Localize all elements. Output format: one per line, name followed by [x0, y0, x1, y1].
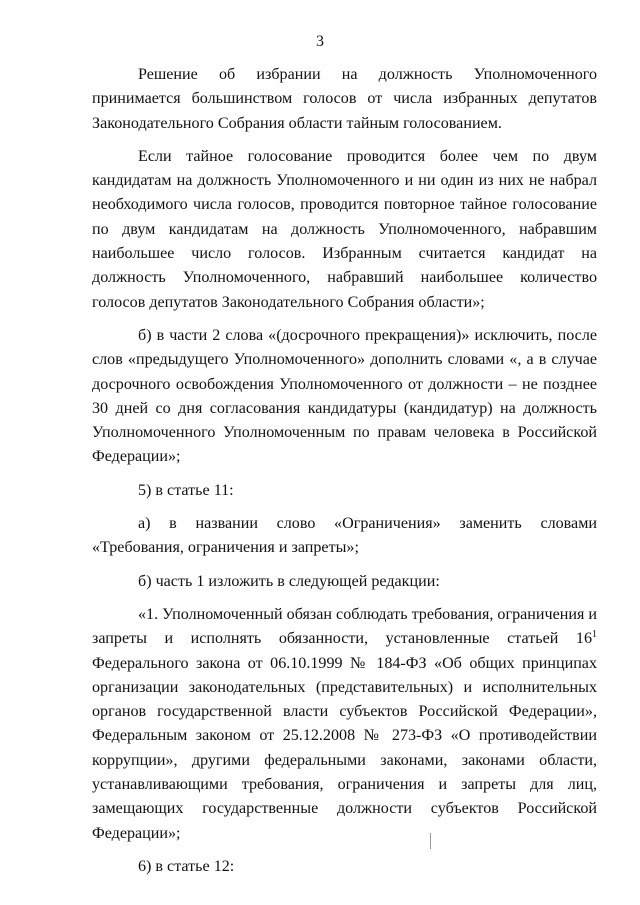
obligations-text-start: «1. Уполномоченный обязан соблюдать требования, ограничения и запреты и исполнять обязанности, установленные статьей 16: [92, 605, 598, 648]
paragraph-part-1-new-wording: б) часть 1 изложить в следующей редакции:: [138, 572, 440, 590]
paragraph-election-decision: Решение об избрании на должность Уполномоченного принимается большинством голосов от числа избранных депутатов Законодательного Собрания области тайным голосованием.: [92, 66, 597, 132]
paragraph-article-11: 5) в статье 11:: [138, 481, 234, 499]
superscript-marker: 1: [592, 629, 597, 641]
paragraph-title-amendment: а) в названии слово «Ограничения» заменить словами «Требования, ограничения и запреты»;: [92, 515, 597, 557]
obligations-text-end: Федерального закона от 06.10.1999 № 184-ФЗ «Об общих принципах организации законодательных (представительных) и исполнительных органов государственной власти субъектов Российской Федерации», Федеральным законом от 25.12.2008 № 273-ФЗ «О противодействии коррупции», другими федеральными законами, законами области, устанавливающими требования, ограничения и запреты для лиц, замещающих государственные должности субъектов Российской Федерации»;: [92, 654, 597, 842]
document-body: [92, 63, 597, 888]
paragraph-part-2-amendment: б) в части 2 слова «(досрочного прекращения)» исключить, после слов «предыдущего Уполномоченного» дополнить словами «, а в случае досрочного освобождения Уполномоченного от должности – не позднее 30 дней со дня согласования кандидатуры (кандидатур) на должность Уполномоченного Уполномоченным по правам человека в Российской Федерации»;: [92, 326, 597, 466]
paragraph-secret-ballot: Если тайное голосование проводится более чем по двум кандидатам на должность Уполномоченного и ни один из них не набрал необходимого числа голосов, проводится повторное тайное голосование по двум кандидатам на должность Уполномоченного, набравшим наибольшее число голосов. Избранным считается кандидат на должность Уполномоченного, набравший наибольшее количество голосов депутатов Законодательного Собрания области»;: [92, 147, 597, 311]
paragraph-article-12: 6) в статье 12:: [138, 857, 235, 875]
paragraph-obligations: [92, 603, 597, 846]
page-number: 3: [316, 33, 324, 50]
scan-artifact-line: [430, 833, 431, 849]
